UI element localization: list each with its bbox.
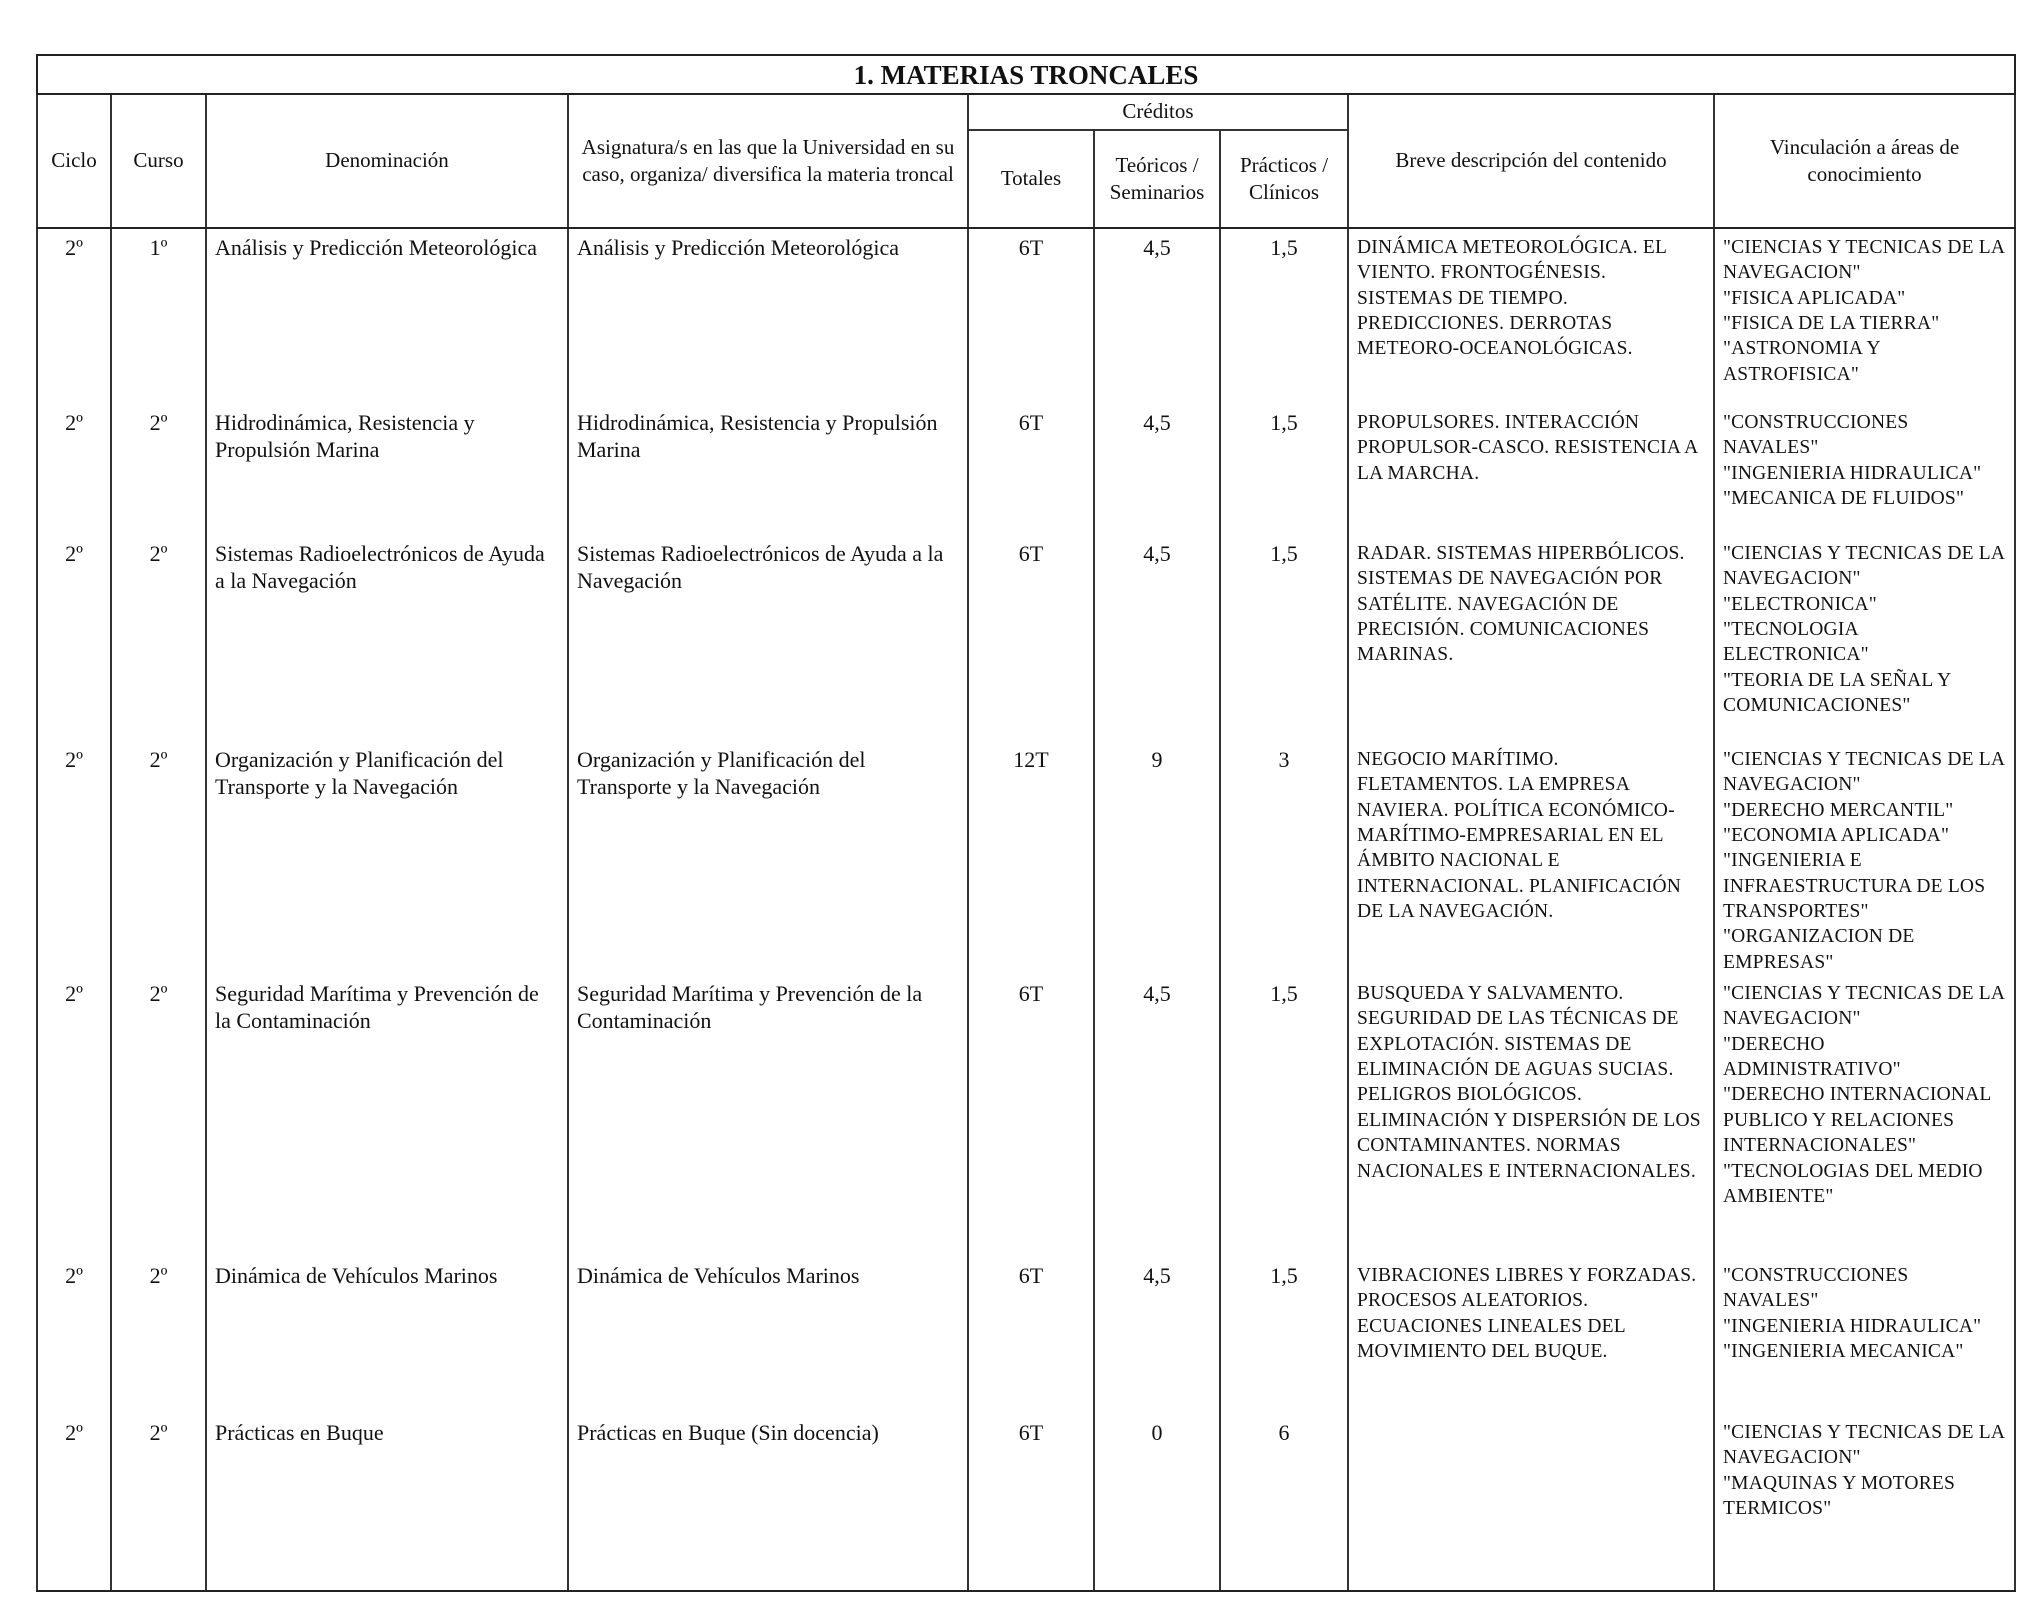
- cell-asignatura: Prácticas en Buque (Sin docencia): [568, 1414, 968, 1591]
- cell-curso: 2º: [111, 741, 206, 975]
- header-totales: Totales: [968, 130, 1094, 228]
- header-creditos: Créditos: [968, 94, 1348, 130]
- cell-descripcion: RADAR. SISTEMAS HIPERBÓLICOS. SISTEMAS DE NAVEGACIÓN POR SATÉLITE. NAVEGACIÓN DE PRECISIÓN. COMUNICACIONES MARINAS.: [1348, 535, 1714, 741]
- cell-ciclo: 2º: [37, 1257, 111, 1414]
- header-curso: Curso: [111, 94, 206, 228]
- cell-practicos: 1,5: [1220, 404, 1348, 535]
- cell-areas: "CIENCIAS Y TECNICAS DE LA NAVEGACION" "ELECTRONICA" "TECNOLOGIA ELECTRONICA" "TEORIA DE LA SEÑAL Y COMUNICACIONES": [1714, 535, 2015, 741]
- cell-denominacion: Dinámica de Vehículos Marinos: [206, 1257, 568, 1414]
- cell-asignatura: Sistemas Radioelectrónicos de Ayuda a la Navegación: [568, 535, 968, 741]
- cell-areas: "CIENCIAS Y TECNICAS DE LA NAVEGACION" "FISICA APLICADA" "FISICA DE LA TIERRA" "ASTRONOMIA Y ASTROFISICA": [1714, 228, 2015, 404]
- header-descripcion: Breve descripción del contenido: [1348, 94, 1714, 228]
- materias-table: [36, 54, 2016, 1592]
- cell-teoricos: 4,5: [1094, 228, 1220, 404]
- cell-curso: 2º: [111, 975, 206, 1257]
- cell-ciclo: 2º: [37, 535, 111, 741]
- cell-denominacion: Prácticas en Buque: [206, 1414, 568, 1591]
- table-row: [37, 1414, 2015, 1591]
- cell-areas: "CIENCIAS Y TECNICAS DE LA NAVEGACION" "DERECHO MERCANTIL" "ECONOMIA APLICADA" "INGENIERIA E INFRAESTRUCTURA DE LOS TRANSPORTES" "ORGANIZACION DE EMPRESAS": [1714, 741, 2015, 975]
- table-row: [37, 1257, 2015, 1414]
- cell-curso: 2º: [111, 1414, 206, 1591]
- table-row: [37, 975, 2015, 1257]
- cell-areas: "CIENCIAS Y TECNICAS DE LA NAVEGACION" "MAQUINAS Y MOTORES TERMICOS": [1714, 1414, 2015, 1591]
- cell-asignatura: Hidrodinámica, Resistencia y Propulsión Marina: [568, 404, 968, 535]
- cell-areas: "CIENCIAS Y TECNICAS DE LA NAVEGACION" "DERECHO ADMINISTRATIVO" "DERECHO INTERNACIONAL PUBLICO Y RELACIONES INTERNACIONALES" "TECNOLOGIAS DEL MEDIO AMBIENTE": [1714, 975, 2015, 1257]
- cell-curso: 2º: [111, 404, 206, 535]
- cell-asignatura: Análisis y Predicción Meteorológica: [568, 228, 968, 404]
- table-row: [37, 741, 2015, 975]
- cell-ciclo: 2º: [37, 404, 111, 535]
- cell-descripcion: [1348, 1414, 1714, 1591]
- cell-practicos: 1,5: [1220, 228, 1348, 404]
- cell-totales: 12T: [968, 741, 1094, 975]
- table-row: [37, 404, 2015, 535]
- header-asignatura: Asignatura/s en las que la Universidad en su caso, organiza/ diversifica la materia troncal: [568, 94, 968, 228]
- table-title: 1. MATERIAS TRONCALES: [37, 55, 2015, 94]
- cell-totales: 6T: [968, 975, 1094, 1257]
- cell-areas: "CONSTRUCCIONES NAVALES" "INGENIERIA HIDRAULICA" "INGENIERIA MECANICA": [1714, 1257, 2015, 1414]
- header-denominacion: Denominación: [206, 94, 568, 228]
- cell-denominacion: Organización y Planificación del Transporte y la Navegación: [206, 741, 568, 975]
- cell-descripcion: DINÁMICA METEOROLÓGICA. EL VIENTO. FRONTOGÉNESIS. SISTEMAS DE TIEMPO. PREDICCIONES. DERROTAS METEORO-OCEANOLÓGICAS.: [1348, 228, 1714, 404]
- cell-practicos: 1,5: [1220, 975, 1348, 1257]
- cell-ciclo: 2º: [37, 741, 111, 975]
- table-row: [37, 228, 2015, 404]
- cell-asignatura: Seguridad Marítima y Prevención de la Contaminación: [568, 975, 968, 1257]
- cell-teoricos: 4,5: [1094, 404, 1220, 535]
- cell-denominacion: Análisis y Predicción Meteorológica: [206, 228, 568, 404]
- cell-practicos: 3: [1220, 741, 1348, 975]
- cell-asignatura: Organización y Planificación del Transporte y la Navegación: [568, 741, 968, 975]
- cell-ciclo: 2º: [37, 228, 111, 404]
- materias-troncales-sheet: [36, 54, 2014, 1592]
- cell-teoricos: 0: [1094, 1414, 1220, 1591]
- header-vinculacion: Vinculación a áreas de conocimiento: [1714, 94, 2015, 228]
- cell-curso: 1º: [111, 228, 206, 404]
- cell-descripcion: BUSQUEDA Y SALVAMENTO. SEGURIDAD DE LAS TÉCNICAS DE EXPLOTACIÓN. SISTEMAS DE ELIMINACIÓN DE AGUAS SUCIAS. PELIGROS BIOLÓGICOS. ELIMINACIÓN Y DISPERSIÓN DE LOS CONTAMINANTES. NORMAS NACIONALES E INTERNACIONALES.: [1348, 975, 1714, 1257]
- cell-teoricos: 4,5: [1094, 535, 1220, 741]
- cell-descripcion: VIBRACIONES LIBRES Y FORZADAS. PROCESOS ALEATORIOS. ECUACIONES LINEALES DEL MOVIMIENTO DEL BUQUE.: [1348, 1257, 1714, 1414]
- cell-practicos: 6: [1220, 1414, 1348, 1591]
- cell-ciclo: 2º: [37, 975, 111, 1257]
- cell-totales: 6T: [968, 1257, 1094, 1414]
- cell-totales: 6T: [968, 535, 1094, 741]
- cell-teoricos: 4,5: [1094, 1257, 1220, 1414]
- cell-asignatura: Dinámica de Vehículos Marinos: [568, 1257, 968, 1414]
- table-row: [37, 535, 2015, 741]
- cell-totales: 6T: [968, 404, 1094, 535]
- cell-teoricos: 4,5: [1094, 975, 1220, 1257]
- cell-curso: 2º: [111, 1257, 206, 1414]
- cell-descripcion: PROPULSORES. INTERACCIÓN PROPULSOR-CASCO. RESISTENCIA A LA MARCHA.: [1348, 404, 1714, 535]
- cell-areas: "CONSTRUCCIONES NAVALES" "INGENIERIA HIDRAULICA" "MECANICA DE FLUIDOS": [1714, 404, 2015, 535]
- cell-totales: 6T: [968, 228, 1094, 404]
- header-ciclo: Ciclo: [37, 94, 111, 228]
- cell-curso: 2º: [111, 535, 206, 741]
- cell-totales: 6T: [968, 1414, 1094, 1591]
- cell-teoricos: 9: [1094, 741, 1220, 975]
- cell-practicos: 1,5: [1220, 535, 1348, 741]
- cell-ciclo: 2º: [37, 1414, 111, 1591]
- cell-denominacion: Sistemas Radioelectrónicos de Ayuda a la Navegación: [206, 535, 568, 741]
- cell-descripcion: NEGOCIO MARÍTIMO. FLETAMENTOS. LA EMPRESA NAVIERA. POLÍTICA ECONÓMICO-MARÍTIMO-EMPRESARIAL EN EL ÁMBITO NACIONAL E INTERNACIONAL. PLANIFICACIÓN DE LA NAVEGACIÓN.: [1348, 741, 1714, 975]
- header-teoricos: Teóricos / Seminarios: [1094, 130, 1220, 228]
- cell-denominacion: Hidrodinámica, Resistencia y Propulsión Marina: [206, 404, 568, 535]
- cell-denominacion: Seguridad Marítima y Prevención de la Contaminación: [206, 975, 568, 1257]
- header-practicos: Prácticos / Clínicos: [1220, 130, 1348, 228]
- cell-practicos: 1,5: [1220, 1257, 1348, 1414]
